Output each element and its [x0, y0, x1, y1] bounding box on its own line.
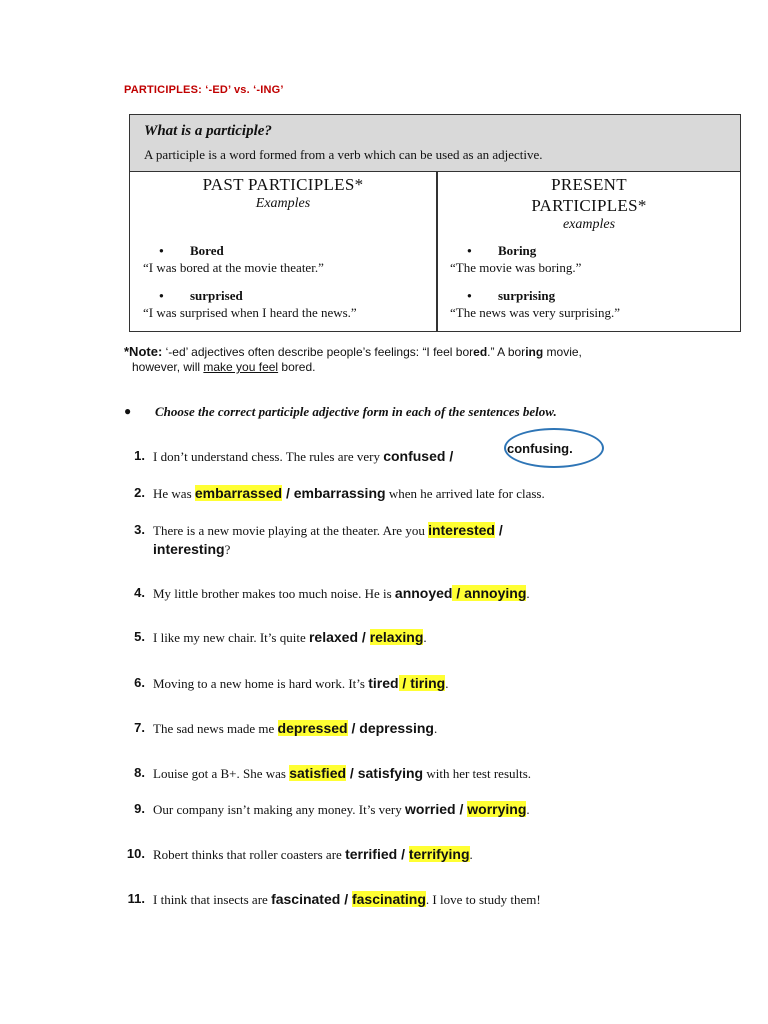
worksheet-title: PARTICIPLES: ‘-ED’ vs. ‘-ING’ [124, 84, 284, 96]
item-text: There is a new movie playing at the theater. Are you [153, 523, 429, 538]
option-a: terrified [345, 846, 398, 862]
item-text: Our company isn’t making any money. It’s very [153, 802, 406, 817]
option-a: worried [405, 801, 456, 817]
option-a-highlighted: satisfied [289, 765, 347, 781]
item-text: My little brother makes too much noise. He is [153, 586, 395, 601]
item-text: Louise got a B+. She was [153, 766, 290, 781]
option-a: tired [368, 675, 399, 691]
definition-question: What is a participle? [144, 123, 272, 139]
item-text-after: . [423, 630, 427, 645]
item-text-after: when he arrived late for class. [385, 486, 545, 501]
item-number: 1. [134, 448, 145, 463]
option-separator: / [358, 629, 370, 645]
present-example-sentence-1: “The movie was boring.” [450, 260, 582, 275]
option-separator: / [340, 891, 352, 907]
present-subtitle: examples [562, 217, 616, 232]
item-text-after: . I love to study them! [425, 892, 541, 907]
item-number: 8. [134, 765, 145, 780]
option-separator: / [398, 675, 411, 691]
item-number: 4. [134, 585, 145, 600]
item-number: 6. [134, 675, 145, 690]
past-subtitle: Examples [255, 196, 311, 211]
note-line2-underlined: make you feel [203, 360, 279, 374]
option-separator: / [282, 485, 294, 501]
item-text-after: . [433, 721, 438, 736]
option-b-highlighted: worrying [467, 801, 527, 817]
option-separator: / [495, 522, 503, 538]
option-separator: / [347, 720, 360, 736]
present-participles-column [438, 172, 740, 331]
past-example-word-1: ● Bored [190, 243, 224, 259]
item-text-after: . [445, 676, 449, 691]
note-text-2: .” A bor [487, 345, 526, 359]
option-a: fascinated [271, 891, 341, 907]
item-text-after: ? [224, 542, 231, 557]
note-label: *Note: [124, 344, 163, 359]
item-number: 11. [127, 891, 145, 906]
note-ed: ed [473, 345, 488, 359]
past-participles-column [130, 172, 436, 331]
bullet-icon: ● [124, 404, 132, 418]
option-b-highlighted: annoying [464, 585, 527, 601]
definition-header [130, 115, 740, 172]
handwritten-answer: confusing. [507, 441, 573, 456]
note-text-3: movie, [543, 345, 582, 359]
item-number: 10. [126, 846, 145, 861]
present-example-sentence-2: “The news was very surprising.” [450, 305, 621, 320]
option-separator: / [445, 448, 454, 464]
note-ing: ing [525, 345, 544, 359]
item-text: He was [153, 486, 195, 501]
present-example-word-2: ● surprising [498, 288, 555, 304]
option-b: depressing [359, 720, 434, 736]
item-text: Robert thinks that roller coasters are [153, 847, 346, 862]
option-a-highlighted: depressed [277, 720, 348, 736]
option-a: annoyed [394, 585, 453, 601]
option-b-highlighted: terrifying [408, 846, 470, 862]
item-text-after: with her test results. [423, 766, 532, 781]
past-example-sentence-2: “I was surprised when I heard the news.” [143, 305, 357, 320]
past-example-sentence-1: “I was bored at the movie theater.” [143, 260, 324, 275]
item-number: 5. [134, 629, 145, 644]
past-title: PAST PARTICIPLES* [202, 175, 364, 194]
present-example-word-1: ● Boring [498, 243, 536, 259]
option-b: embarrassing [293, 485, 386, 501]
definition-table [129, 114, 741, 332]
item-text: I like my new chair. It’s quite [153, 630, 309, 645]
item-number: 7. [134, 720, 145, 735]
item-number: 2. [134, 485, 145, 500]
instruction-text: Choose the correct participle adjective form in each of the sentences below. [155, 404, 557, 419]
option-separator: / [397, 846, 409, 862]
item-text: The sad news made me [153, 721, 278, 736]
option-b-highlighted: fascinating [351, 891, 426, 907]
item-text: I think that insects are [153, 892, 272, 907]
present-title-line2: PARTICIPLES* [531, 196, 647, 215]
option-b-highlighted: tiring [410, 675, 446, 691]
option-separator: / [452, 585, 465, 601]
item-number: 9. [134, 801, 145, 816]
past-example-word-2: ● surprised [190, 288, 243, 304]
option-separator: / [455, 801, 468, 817]
option-b: interesting [153, 541, 225, 557]
item-text-after: . [526, 802, 530, 817]
item-text: I don’t understand chess. The rules are very [153, 449, 384, 464]
option-a-highlighted: embarrassed [194, 485, 283, 501]
option-separator: / [346, 765, 358, 781]
option-a-highlighted: interested [428, 522, 495, 538]
option-a: confused [383, 448, 446, 464]
item-text-after: . [526, 586, 530, 601]
option-a: relaxed [308, 629, 359, 645]
item-number: 3. [134, 522, 145, 537]
definition-text: A participle is a word formed from a verb which can be used as an adjective. [144, 147, 543, 162]
note-paragraph [124, 344, 744, 375]
item-text-after: . [469, 847, 473, 862]
note-line2-pre: however, will [132, 360, 204, 374]
present-title-line1: PRESENT [551, 175, 627, 194]
option-b-highlighted: relaxing [369, 629, 424, 645]
item-text: Moving to a new home is hard work. It’s [153, 676, 369, 691]
note-text-1: ‘-ed’ adjectives often describe people’s feelings: “I feel bor [162, 345, 474, 359]
option-b: satisfying [357, 765, 424, 781]
note-line2-post: bored. [278, 360, 316, 374]
